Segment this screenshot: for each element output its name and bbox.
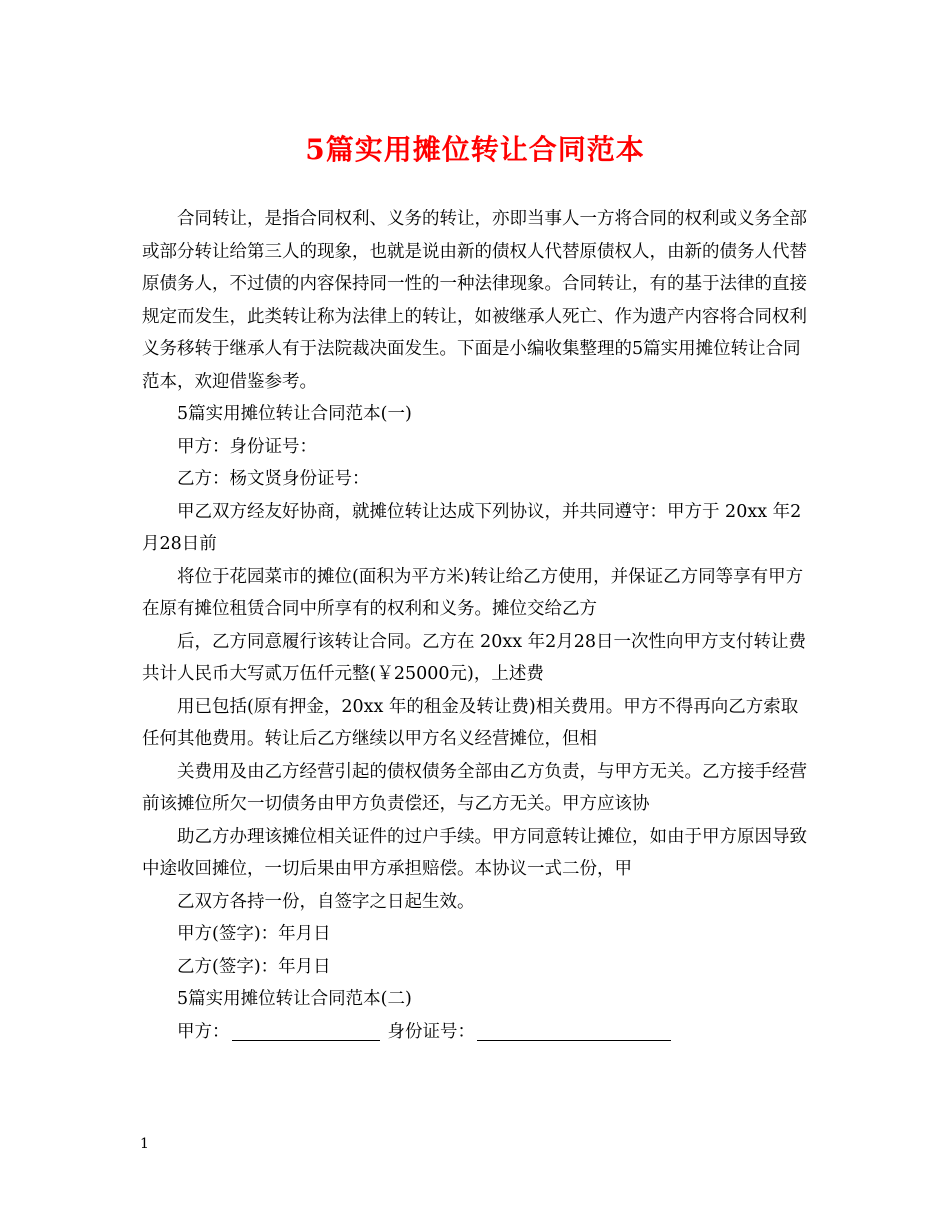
agreement-paragraph-6: 助乙方办理该摊位相关证件的过户手续。甲方同意转让摊位，如由于甲方原因导致中途收回摊位，一切后果由甲方承担赔偿。本协议一式二份，甲 — [142, 826, 807, 879]
document-title: 5篇实用摊位转让合同范本 — [305, 133, 645, 166]
agreement-paragraph-2: 将位于花园菜市的摊位(面积为平方米)转让给乙方使用，并保证乙方同等享有甲方在原有摊位租赁合同中所享有的权利和义务。摊位交给乙方 — [142, 566, 804, 619]
section1-heading: 5篇实用摊位转让合同范本(一) — [177, 404, 412, 424]
party-a-label: 甲方： — [177, 1021, 230, 1042]
signature-party-a: 甲方(签字)：年月日 — [177, 924, 331, 944]
signature-party-b: 乙方(签字)：年月日 — [177, 956, 331, 977]
agreement-paragraph-7: 乙双方各持一份，自签字之日起生效。 — [177, 891, 475, 912]
section2-party-a-line — [142, 1016, 814, 1049]
party-b-line: 乙方：杨文贤身份证号： — [177, 469, 370, 489]
id-number-label: 身份证号： — [387, 1021, 475, 1042]
document-body — [142, 203, 814, 1048]
agreement-paragraph-4: 用已包括(原有押金，20xx 年的租金及转让费)相关费用。甲方不得再向乙方索取任何其他费用。转让后乙方继续以甲方名义经营摊位，但相 — [142, 696, 799, 749]
party-a-name-blank — [232, 1020, 380, 1041]
id-number-blank — [477, 1020, 671, 1041]
section2-heading: 5篇实用摊位转让合同范本(二) — [177, 989, 412, 1009]
intro-paragraph: 合同转让，是指合同权利、义务的转让，亦即当事人一方将合同的权利或义务全部或部分转让给第三人的现象，也就是说由新的债权人代替原债权人，由新的债务人代替原债务人，不过债的内容保持同一性的一种法律现象。合同转让，有的基于法律的直接规定而发生，此类转让称为法律上的转让，如被继承人死亡、作为遗产内容将合同权利义务移转于继承人有于法院裁决面发生。下面是小编收集整理的5篇实用摊位转让合同范本，欢迎借鉴参考。 — [142, 209, 807, 392]
agreement-paragraph-1: 甲乙双方经友好协商，就摊位转让达成下列协议，并共同遵守：甲方于 20xx 年2月28日前 — [142, 501, 802, 554]
party-a-line: 甲方：身份证号： — [177, 436, 317, 457]
page-number: 1 — [140, 1136, 149, 1152]
agreement-paragraph-5: 关费用及由乙方经营引起的债权债务全部由乙方负责，与甲方无关。乙方接手经营前该摊位所欠一切债务由甲方负责偿还，与乙方无关。甲方应该协 — [142, 761, 807, 814]
agreement-paragraph-3: 后，乙方同意履行该转让合同。乙方在 20xx 年2月28日一次性向甲方支付转让费共计人民币大写贰万伍仟元整(￥25000元)，上述费 — [142, 631, 807, 684]
